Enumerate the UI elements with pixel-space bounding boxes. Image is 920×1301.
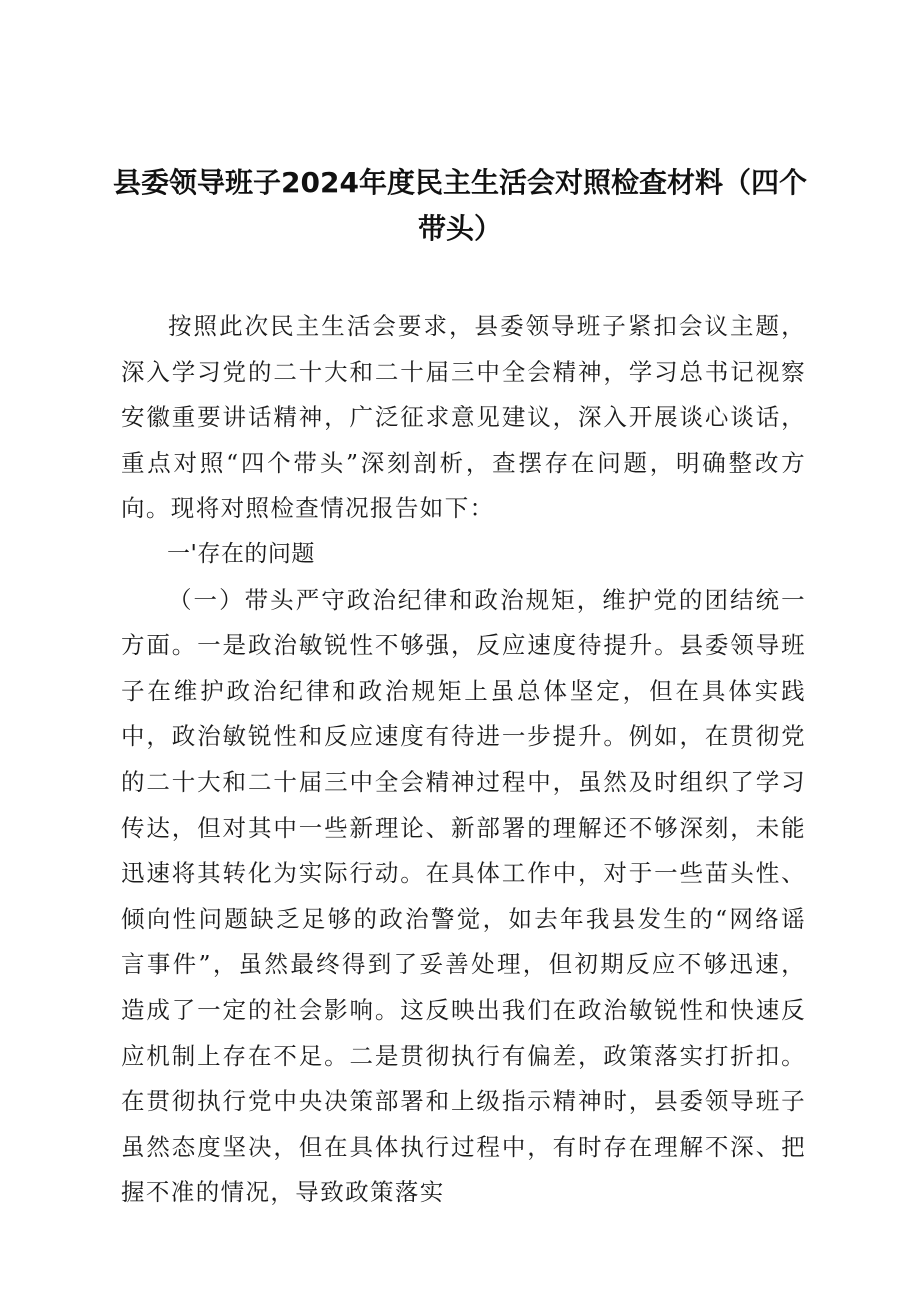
intro-paragraph: 按照此次民主生活会要求，县委领导班子紧扣会议主题，深入学习党的二十大和二十届三中全会精神，学习总书记视察安徽重要讲话精神，广泛征求意见建议，深入开展谈心谈话，重点对照“四个带头”深刻剖析，查摆存在问题，明确整改方向。现将对照检查情况报告如下： <box>121 312 806 523</box>
document-title: 县委领导班子2024年度民主生活会对照检查材料（四个带头） <box>113 166 807 245</box>
section-paragraph: （一）带头严守政治纪律和政治规矩，维护党的团结统一方面。一是政治敏锐性不够强，反应速度待提升。县委领导班子在维护政治纪律和政治规矩上虽总体坚定，但在具体实践中，政治敏锐性和反应速度有待进一步提升。例如，在贯彻党的二十大和二十届三中全会精神过程中，虽然及时组织了学习传达，但对其中一些新理论、新部署的理解还不够深刻，未能迅速将其转化为实际行动。在具体工作中，对于一些苗头性、倾向性问题缺乏足够的政治警觉，如去年我县发生的“网络谣言事件”，虽然最终得到了妥善处理，但初期反应不够迅速，造成了一定的社会影响。这反映出我们在政治敏锐性和快速反应机制上存在不足。二是贯彻执行有偏差，政策落实打折扣。在贯彻执行党中央决策部署和上级指示精神时，县委领导班子虽然态度坚决，但在具体执行过程中，有时存在理解不深、把握不准的情况，导致政策落实 <box>121 585 806 1207</box>
document-body <box>121 304 806 1216</box>
section-heading: 一'存在的问题 <box>167 540 315 567</box>
